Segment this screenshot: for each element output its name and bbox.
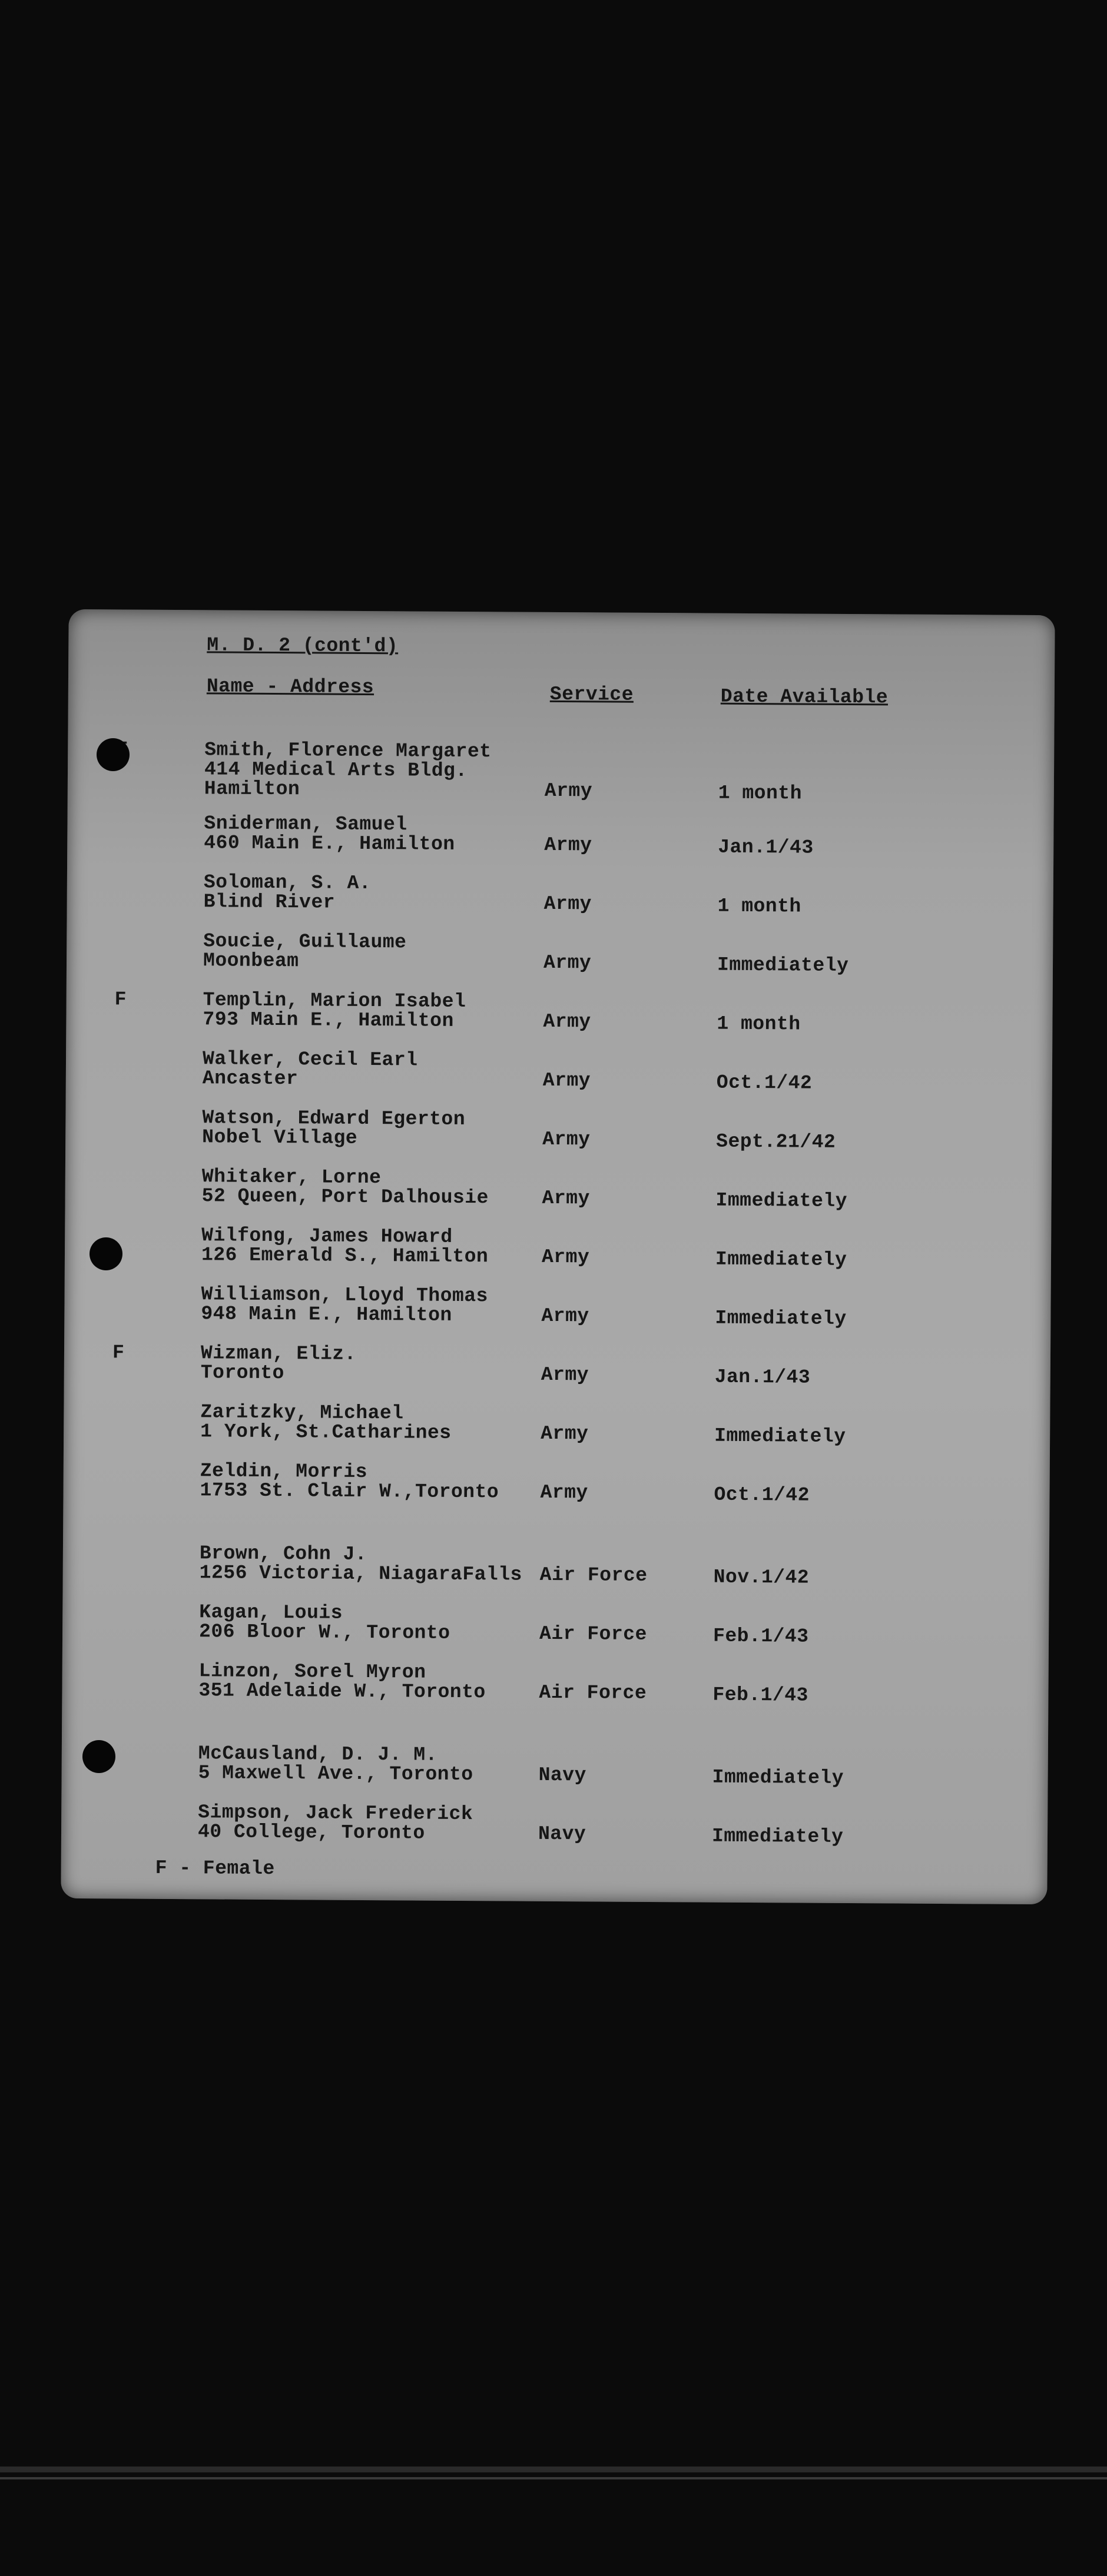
entry-address: 1 York, St.Catharines xyxy=(200,1420,452,1444)
entry-service: Army xyxy=(542,1187,590,1210)
entry-name: Wizman, Eliz. xyxy=(200,1342,357,1365)
entry-address: Ancaster xyxy=(202,1067,299,1090)
entry-service: Army xyxy=(541,1363,589,1386)
list-item xyxy=(63,1542,1049,1595)
list-item xyxy=(65,1107,1052,1160)
entry-date-available: Immediately xyxy=(714,1425,846,1448)
list-item xyxy=(66,989,1052,1042)
entry-date-available: Immediately xyxy=(715,1248,847,1271)
entry-date-available: Feb.1/43 xyxy=(712,1684,809,1707)
entry-service: Navy xyxy=(538,1823,586,1845)
entry-service: Army xyxy=(543,1010,591,1033)
entry-date-available: Feb.1/43 xyxy=(712,1625,809,1648)
entry-service: Air Force xyxy=(539,1563,648,1586)
female-marker: F xyxy=(112,1342,125,1364)
list-item xyxy=(62,1660,1048,1713)
entry-date-available: Oct.1/42 xyxy=(714,1483,810,1506)
list-item xyxy=(67,871,1053,924)
entry-service: Army xyxy=(543,951,592,974)
entry-address: 206 Bloor W., Toronto xyxy=(198,1621,450,1644)
entry-name: Soloman, S. A. xyxy=(203,871,372,895)
list-item xyxy=(63,1460,1049,1513)
entry-date-available: 1 month xyxy=(717,1013,801,1035)
list-item xyxy=(65,1166,1051,1219)
entry-service: Army xyxy=(544,779,593,802)
entry-date-available: Jan.1/43 xyxy=(714,1366,811,1389)
section-heading: M. D. 2 (cont'd) xyxy=(207,634,399,658)
entry-address: 1753 St. Clair W.,Toronto xyxy=(200,1479,499,1503)
entry-address: 351 Adelaide W., Toronto xyxy=(198,1679,486,1704)
entry-date-available: Jan.1/43 xyxy=(718,836,814,859)
entry-address: 126 Emerald S., Hamilton xyxy=(201,1244,489,1268)
entry-service: Army xyxy=(541,1422,589,1445)
list-item xyxy=(67,812,1053,865)
entry-name: Templin, Marion Isabel xyxy=(203,989,466,1013)
entry-name: Zaritzky, Michael xyxy=(200,1401,404,1425)
entry-name: Linzon, Sorel Myron xyxy=(198,1660,426,1684)
entry-service: Air Force xyxy=(539,1681,647,1704)
column-header-service: Service xyxy=(549,683,634,706)
entry-service: Army xyxy=(542,1128,591,1151)
entry-address: 460 Main E., Hamilton xyxy=(204,832,455,855)
list-item xyxy=(61,1801,1048,1854)
entry-name: Brown, Cohn J. xyxy=(199,1542,367,1566)
entry-address: 948 Main E., Hamilton xyxy=(201,1303,452,1326)
document-page xyxy=(61,609,1055,1904)
entry-name: McCausland, D. J. M. xyxy=(198,1742,438,1766)
entry-address: Moonbeam xyxy=(203,950,299,972)
entry-date-available: Immediately xyxy=(715,1307,847,1330)
entry-address: 5 Maxwell Ave., Toronto xyxy=(198,1762,473,1786)
list-item xyxy=(65,1224,1051,1277)
entry-address: 40 College, Toronto xyxy=(197,1821,425,1844)
entry-address: 52 Queen, Port Dalhousie xyxy=(201,1185,489,1209)
punch-hole-bottom xyxy=(82,1740,115,1773)
entry-date-available: Immediately xyxy=(711,1825,844,1848)
entry-service: Navy xyxy=(538,1764,586,1787)
entry-date-available: Oct.1/42 xyxy=(716,1071,813,1094)
footnote: F - Female xyxy=(155,1857,275,1880)
list-item xyxy=(64,1401,1050,1454)
column-header-date-available: Date Available xyxy=(720,685,889,709)
entry-name: Kagan, Louis xyxy=(199,1601,343,1624)
entry-name: Smith, Florence Margaret xyxy=(204,739,492,763)
entry-name: Williamson, Lloyd Thomas xyxy=(201,1283,488,1307)
list-item xyxy=(66,1048,1052,1101)
list-item xyxy=(67,930,1053,983)
list-item xyxy=(61,1742,1048,1795)
entry-date-available: Nov.1/42 xyxy=(713,1566,810,1589)
punch-hole-middle xyxy=(90,1237,122,1270)
list-item xyxy=(64,1342,1050,1395)
entry-date-available: 1 month xyxy=(718,782,803,805)
entry-date-available: Immediately xyxy=(717,954,849,977)
list-item xyxy=(62,1601,1049,1654)
entry-address: 1256 Victoria, NiagaraFalls xyxy=(199,1562,522,1586)
film-edge-bottom xyxy=(0,2477,1107,2479)
entry-name: Simpson, Jack Frederick xyxy=(198,1801,473,1825)
entry-name: Wilfong, James Howard xyxy=(201,1224,453,1248)
entry-name: Watson, Edward Egerton xyxy=(202,1107,466,1131)
list-item xyxy=(68,739,1054,805)
entry-city: Hamilton xyxy=(204,778,300,801)
entry-service: Army xyxy=(541,1304,589,1327)
entry-service: Army xyxy=(543,892,592,915)
entry-service: Air Force xyxy=(539,1622,647,1645)
punch-hole-top xyxy=(97,738,130,771)
entry-name: Sniderman, Samuel xyxy=(204,812,407,836)
entry-date-available: Immediately xyxy=(715,1189,848,1212)
entry-service: Army xyxy=(542,1069,591,1092)
entry-address: Blind River xyxy=(203,891,336,914)
column-header-name-address: Name - Address xyxy=(206,675,374,699)
entry-address: Nobel Village xyxy=(202,1126,358,1149)
female-marker: F xyxy=(114,988,127,1011)
entry-name: Walker, Cecil Earl xyxy=(202,1048,418,1071)
entry-service: Army xyxy=(544,834,592,857)
entry-address: 414 Medical Arts Bldg. xyxy=(204,758,468,782)
entry-service: Army xyxy=(541,1246,590,1269)
entry-date-available: Immediately xyxy=(712,1766,844,1789)
entry-address: 793 Main E., Hamilton xyxy=(203,1008,454,1032)
entry-name: Soucie, Guillaume xyxy=(203,930,407,954)
film-edge-top xyxy=(0,2467,1107,2472)
entry-date-available: Sept.21/42 xyxy=(716,1130,836,1153)
entry-name: Zeldin, Morris xyxy=(200,1460,368,1483)
entry-address: Toronto xyxy=(200,1362,285,1385)
list-item xyxy=(64,1283,1050,1336)
entry-date-available: 1 month xyxy=(717,895,801,918)
entry-service: Army xyxy=(540,1481,588,1504)
entry-name: Whitaker, Lorne xyxy=(201,1166,382,1189)
